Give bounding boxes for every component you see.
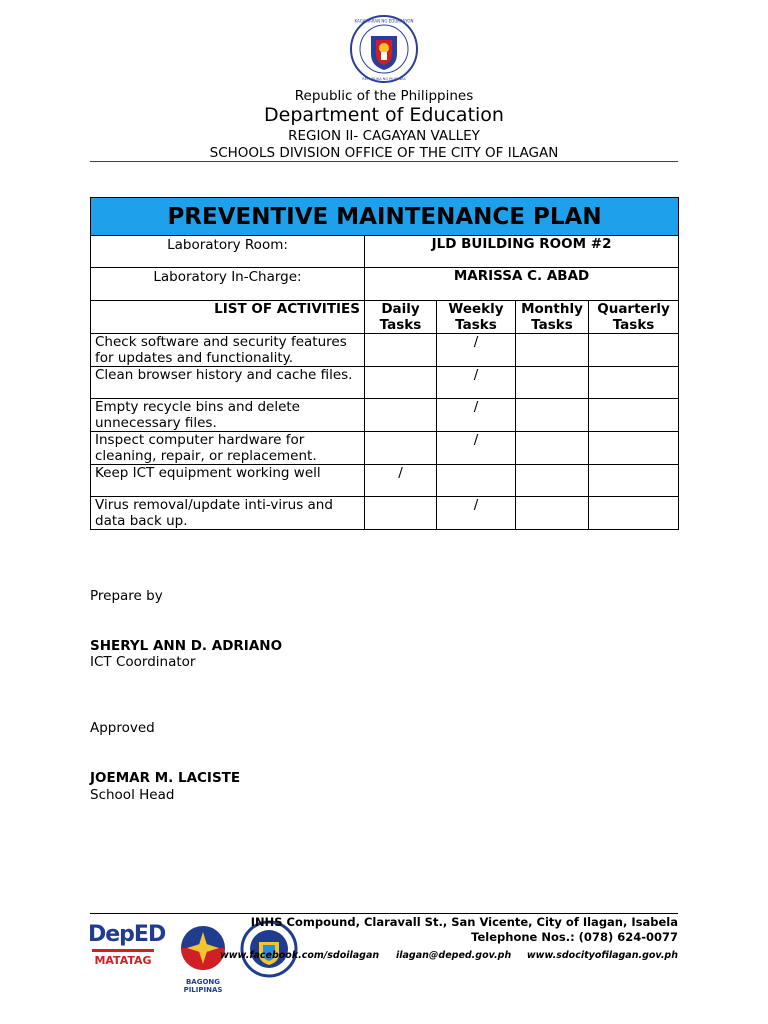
- header-divider: [90, 161, 678, 162]
- room-label: Laboratory Room:: [91, 236, 365, 268]
- quarterly-mark: [589, 432, 679, 465]
- table-row: [91, 367, 679, 399]
- weekly-mark: /: [437, 334, 516, 367]
- weekly-mark: /: [437, 432, 516, 465]
- maintenance-plan-table: [90, 197, 679, 530]
- daily-mark: [365, 399, 437, 432]
- region-text: REGION II- CAGAYAN VALLEY: [288, 128, 480, 144]
- activity-cell: Empty recycle bins and delete unnecessary files.: [91, 399, 365, 432]
- deped-matatag-logo: [88, 922, 166, 988]
- daily-mark: [365, 497, 437, 530]
- footer-facebook-link[interactable]: www.facebook.com/sdoilagan: [220, 950, 380, 961]
- monthly-mark: [516, 465, 589, 497]
- footer-email-link[interactable]: ilagan@deped.gov.ph: [396, 950, 512, 961]
- republic-text: Republic of the Philippines: [294, 88, 474, 104]
- monthly-mark: [516, 432, 589, 465]
- deped-seal-logo: [349, 14, 419, 84]
- monthly-mark: [516, 334, 589, 367]
- activity-cell: Inspect computer hardware for cleaning, repair, or replacement.: [91, 432, 365, 465]
- activity-cell: Virus removal/update inti-virus and data back up.: [91, 497, 365, 530]
- seal-text: KAGAWARAN NG EDUKASYON: [354, 18, 414, 24]
- prepared-label: Prepare by: [90, 588, 163, 604]
- daily-mark: [365, 432, 437, 465]
- monthly-mark: [516, 399, 589, 432]
- col-activities: LIST OF ACTIVITIES: [91, 301, 365, 334]
- bagong-text: BAGONG PILIPINAS: [183, 978, 223, 994]
- prepared-title: ICT Coordinator: [90, 654, 196, 670]
- quarterly-mark: [589, 497, 679, 530]
- daily-mark: [365, 334, 437, 367]
- activity-cell: Clean browser history and cache files.: [91, 367, 365, 399]
- col-daily: Daily Tasks: [365, 301, 437, 334]
- activity-cell: Keep ICT equipment working well: [91, 465, 365, 497]
- division-text: SCHOOLS DIVISION OFFICE OF THE CITY OF ILAGAN: [209, 145, 559, 161]
- incharge-label: Laboratory In-Charge:: [91, 268, 365, 301]
- approved-name: JOEMAR M. LACISTE: [90, 770, 241, 786]
- col-quarterly: Quarterly Tasks: [589, 301, 679, 334]
- prepared-name: SHERYL ANN D. ADRIANO: [90, 638, 283, 654]
- philippine-sun-icon: [170, 922, 236, 974]
- approved-label: Approved: [90, 720, 155, 736]
- footer-website-link[interactable]: www.sdocityofilagan.gov.ph: [526, 950, 678, 961]
- weekly-mark: /: [437, 399, 516, 432]
- table-row: [91, 399, 679, 432]
- deped-logo-text: DepED: [88, 922, 166, 947]
- department-title: Department of Education: [264, 104, 504, 126]
- weekly-mark: /: [437, 367, 516, 399]
- seal-bottom-text: REPUBLIKA NG PILIPINAS: [362, 77, 406, 81]
- logo-stripe: [92, 949, 154, 952]
- quarterly-mark: [589, 399, 679, 432]
- quarterly-mark: [589, 465, 679, 497]
- plan-title: PREVENTIVE MAINTENANCE PLAN: [91, 198, 679, 236]
- footer-address: INHS Compound, Claravall St., San Vicente, City of Ilagan, Isabela: [250, 915, 678, 929]
- footer-divider: [90, 913, 678, 914]
- table-row: [91, 432, 679, 465]
- monthly-mark: [516, 497, 589, 530]
- col-weekly: Weekly Tasks: [437, 301, 516, 334]
- daily-mark: /: [365, 465, 437, 497]
- activity-cell: Check software and security features for updates and functionality.: [91, 334, 365, 367]
- table-row: [91, 497, 679, 530]
- monthly-mark: [516, 367, 589, 399]
- incharge-value: MARISSA C. ABAD: [365, 268, 679, 301]
- quarterly-mark: [589, 367, 679, 399]
- room-value: JLD BUILDING ROOM #2: [365, 236, 679, 268]
- weekly-mark: [437, 465, 516, 497]
- weekly-mark: /: [437, 497, 516, 530]
- approved-title: School Head: [90, 787, 175, 803]
- table-row: [91, 334, 679, 367]
- table-row: [91, 465, 679, 497]
- col-monthly: Monthly Tasks: [516, 301, 589, 334]
- matatag-text: MATATAG: [94, 954, 152, 967]
- footer-telephone: Telephone Nos.: (078) 624-0077: [471, 930, 678, 944]
- quarterly-mark: [589, 334, 679, 367]
- daily-mark: [365, 367, 437, 399]
